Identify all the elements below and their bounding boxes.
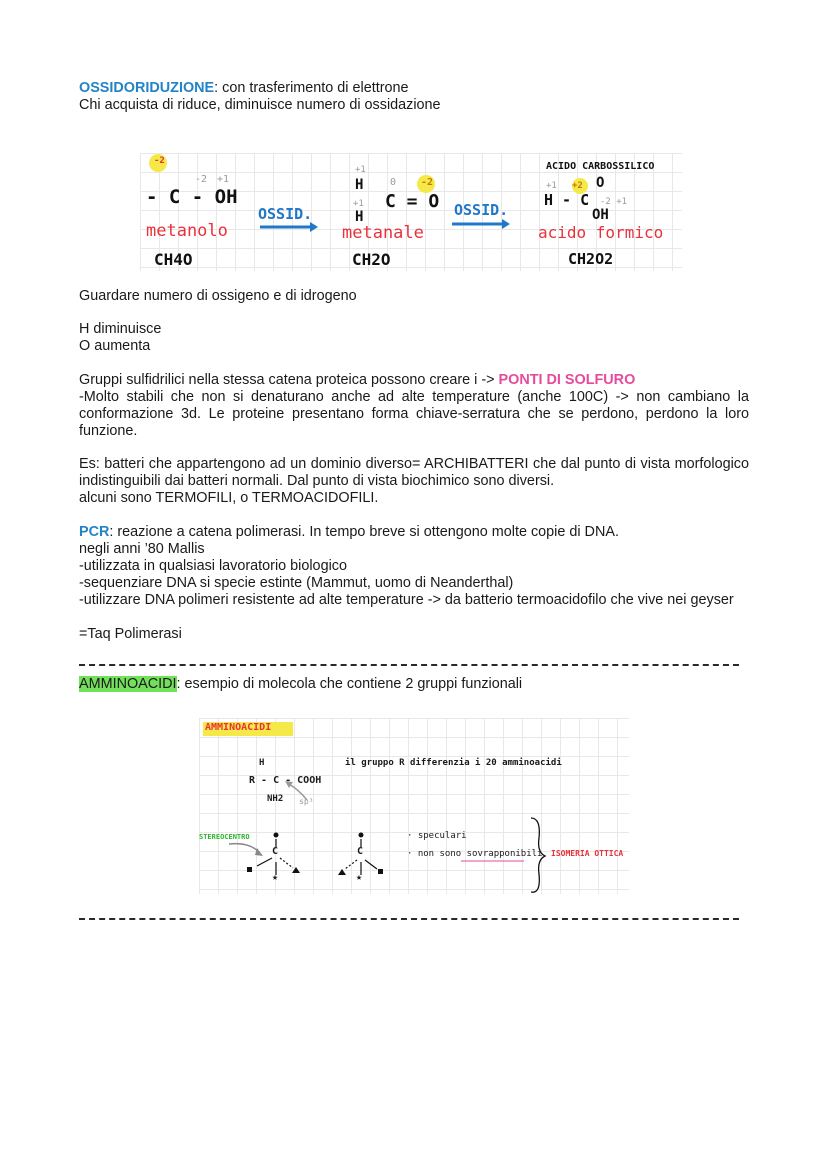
ossidoriduzione-definition: : con trasferimento di elettrone bbox=[214, 80, 409, 96]
mol3-brute-formula: CH2O2 bbox=[568, 250, 614, 268]
divider bbox=[79, 918, 739, 920]
mol1-ox-h: +1 bbox=[217, 174, 230, 185]
amminoacidi-line bbox=[79, 676, 522, 693]
pcr-bullet-2: -sequenziare DNA si specie estinte (Mammut, uomo di Neanderthal) bbox=[79, 575, 514, 591]
ossidoriduzione-title: OSSIDORIDUZIONE bbox=[79, 80, 215, 96]
mol3-ox-oh: -2 +1 bbox=[600, 197, 628, 207]
speculari-bullet: · speculari bbox=[407, 831, 467, 841]
mol2-carbonyl: C = O bbox=[385, 191, 440, 212]
aa-backbone: R - C - COOH bbox=[249, 775, 322, 786]
triangle-group bbox=[338, 869, 346, 875]
oxidation-diagram bbox=[140, 153, 682, 271]
mol3-oh: OH bbox=[592, 207, 609, 223]
mol3-ox-h: +1 bbox=[546, 181, 557, 191]
group-dot bbox=[359, 833, 364, 838]
arrow1-label: OSSID. bbox=[258, 205, 313, 223]
bond bbox=[365, 860, 377, 869]
ossidoriduzione-line bbox=[79, 80, 409, 97]
bond bbox=[257, 858, 272, 866]
sovrapponibili-bullet: · non sono sovrapponibili bbox=[407, 849, 543, 859]
star-icon: ★ bbox=[356, 872, 363, 883]
mol1-brute-formula: CH4O bbox=[154, 250, 193, 269]
pcr-line bbox=[79, 524, 619, 541]
square-group bbox=[247, 867, 252, 872]
pcr-bullet-3: -utilizzare DNA polimeri resistente ad alte temperature -> da batterio termoacidofilo che vive nei geyser bbox=[79, 592, 734, 608]
ossigeno-idrogeno-line: Guardare numero di ossigeno e di idrogeno bbox=[79, 288, 357, 304]
h-diminuisce: H diminuisce bbox=[79, 321, 162, 337]
pcr-mallis: negli anni ’80 Mallis bbox=[79, 541, 205, 557]
group-dot bbox=[274, 833, 279, 838]
amminoacidi-definition: : esempio di molecola che contiene 2 gruppi funzionali bbox=[176, 676, 523, 692]
chiral-carbon-1: C bbox=[272, 846, 279, 857]
square-group bbox=[378, 869, 383, 874]
mol1-ox-o: -2 bbox=[195, 174, 208, 185]
bond bbox=[280, 858, 293, 868]
star-icon: ★ bbox=[272, 872, 279, 883]
arrow-head-icon bbox=[502, 219, 510, 229]
termofili-line: alcuni sono TERMOFILI, o TERMOACIDOFILI. bbox=[79, 490, 379, 506]
ponti-solfuro-line bbox=[79, 372, 635, 389]
stereocentro-label: STEREOCENTRO bbox=[199, 833, 250, 841]
amminoacidi-header: AMMINOACIDI bbox=[205, 722, 272, 733]
gruppo-r-note: il gruppo R differenzia i 20 amminoacidi bbox=[345, 758, 562, 768]
sp3-label: sp³ bbox=[299, 797, 314, 806]
bond bbox=[345, 860, 357, 869]
amminoacidi-diagram bbox=[199, 718, 629, 894]
mol2-name: metanale bbox=[342, 223, 424, 243]
amminoacidi-title: AMMINOACIDI bbox=[79, 676, 177, 692]
mol1-formula: - C - OH bbox=[146, 186, 238, 208]
archibatteri-paragraph: Es: batteri che appartengono ad un dominio diverso= ARCHIBATTERI che dal punto di vista morfologico indistinguibili dai batteri normali. Dal punto di vista biochimico sono diversi. bbox=[79, 456, 749, 489]
arrow2-label: OSSID. bbox=[454, 201, 509, 219]
amminoacidi-drawing bbox=[199, 718, 629, 894]
mol3-o-top: O bbox=[596, 175, 605, 191]
pcr-title: PCR bbox=[79, 524, 110, 540]
sulfidrilici-intro: Gruppi sulfidrilici nella stessa catena proteica possono creare i -> bbox=[79, 372, 499, 388]
o-aumenta: O aumenta bbox=[79, 338, 151, 354]
mol3-ox-c: +2 bbox=[572, 181, 583, 191]
taq-polimerasi: =Taq Polimerasi bbox=[79, 626, 182, 642]
ponti-solfuro-paragraph: -Molto stabili che non si denaturano anche ad alte temperature (anche 100C) -> non cambiano la conformazione 3d. Le proteine presentano forma chiave-serratura che se perdono, perdono la loro funzione. bbox=[79, 389, 749, 439]
mol3-header: ACIDO CARBOSSILICO bbox=[546, 161, 655, 172]
pcr-bullet-1: -utilizzata in qualsiasi lavoratorio biologico bbox=[79, 558, 347, 574]
mol2-ox-h2: +1 bbox=[353, 199, 364, 209]
mol2-h2: H bbox=[355, 209, 364, 225]
mol3-left: H - C bbox=[544, 191, 590, 209]
mol2-h1: H bbox=[355, 177, 364, 193]
triangle-group bbox=[292, 867, 300, 873]
arrow-head-icon bbox=[310, 222, 318, 232]
isomeria-ottica-label: ISOMERIA OTTICA bbox=[551, 849, 624, 858]
aa-nh2: NH2 bbox=[267, 794, 284, 804]
divider bbox=[79, 664, 739, 666]
mol2-ox-c: -2 bbox=[421, 177, 434, 188]
stereocentro-arrow bbox=[229, 844, 259, 852]
riduzione-explanation: Chi acquista di riduce, diminuisce numero di ossidazione bbox=[79, 97, 441, 113]
mol2-brute-formula: CH2O bbox=[352, 250, 391, 269]
mol2-ox-o: 0 bbox=[390, 177, 397, 188]
ponti-solfuro-term: PONTI DI SOLFURO bbox=[498, 372, 636, 388]
chiral-carbon-2: C bbox=[357, 846, 364, 857]
mol3-name: acido formico bbox=[538, 223, 664, 242]
mol1-name: metanolo bbox=[146, 221, 228, 241]
mol1-ox-c: -2 bbox=[154, 156, 165, 166]
aa-h: H bbox=[259, 758, 265, 768]
pcr-definition: : reazione a catena polimerasi. In tempo breve si ottengono molte copie di DNA. bbox=[109, 524, 619, 540]
mol2-ox-h1: +1 bbox=[355, 165, 366, 175]
